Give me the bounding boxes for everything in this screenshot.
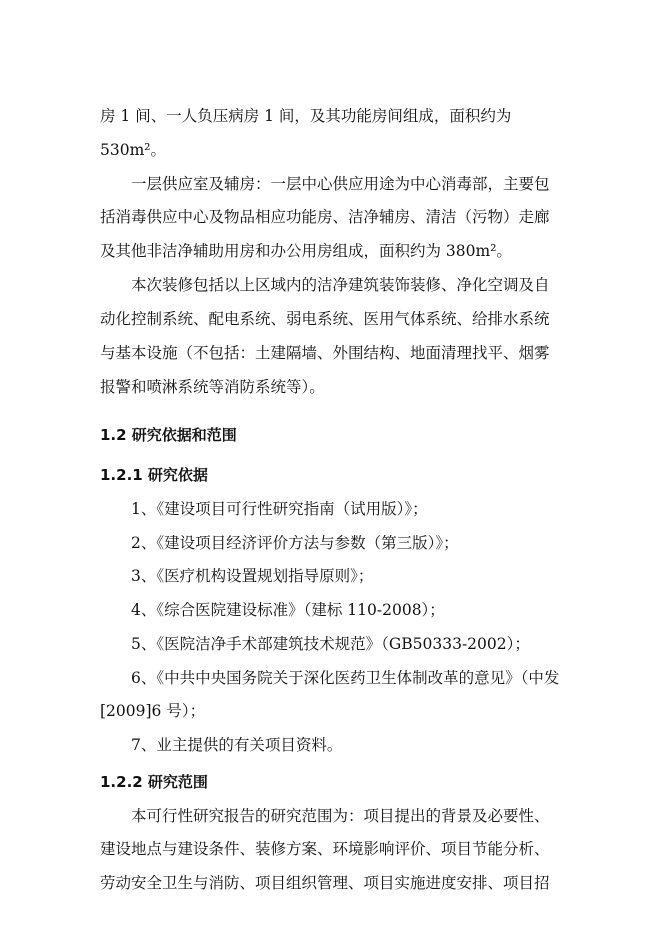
reference-item-continuation: [2009]6 号）； [100, 702, 206, 720]
body-text-line: 530m²。 [100, 141, 166, 159]
reference-item: 3、《医疗机构设置规划指导原则》； [131, 567, 374, 585]
body-text-line: 本次装修包括以上区域内的洁净建筑装饰装修、净化空调及自 [131, 276, 550, 294]
body-text-line: 劳动安全卫生与消防、项目组织管理、项目实施进度安排、项目招 [100, 874, 550, 892]
body-text-line: 报警和喷淋系统等消防系统等）。 [100, 378, 325, 396]
reference-item: 6、《中共中央国务院关于深化医药卫生体制改革的意见》（中发 [131, 669, 560, 687]
body-text-line: 动化控制系统、配电系统、弱电系统、医用气体系统、给排水系统 [100, 310, 550, 328]
section-heading-1-2: 1.2 研究依据和范围 [100, 426, 237, 444]
body-text-line: 及其他非洁净辅助用房和办公用房组成，面积约为 380m²。 [100, 242, 512, 260]
body-text-line: 一层供应室及辅房：一层中心供应用途为中心消毒部，主要包 [131, 175, 550, 193]
reference-item: 7、业主提供的有关项目资料。 [131, 736, 343, 754]
reference-item: 1、《建设项目可行性研究指南（试用版）》； [131, 500, 428, 518]
body-text-line: 建设地点与建设条件、装修方案、环境影响评价、项目节能分析、 [100, 840, 550, 858]
section-heading-1-2-2: 1.2.2 研究范围 [100, 773, 208, 791]
body-text-line: 括消毒供应中心及物品相应功能房、洁净辅房、清洁（污物）走廊 [100, 208, 550, 226]
reference-item: 4、《综合医院建设标准》（建标 110-2008）； [131, 601, 445, 619]
body-text-line: 与基本设施（不包括：土建隔墙、外围结构、地面清理找平、烟雾 [100, 344, 550, 362]
section-heading-1-2-1: 1.2.1 研究依据 [100, 466, 208, 484]
reference-item: 5、《医院洁净手术部建筑技术规范》（GB50333-2002）； [131, 635, 530, 653]
body-text-line: 本可行性研究报告的研究范围为：项目提出的背景及必要性、 [131, 807, 550, 825]
body-text-line: 房 1 间、一人负压病房 1 间，及其功能房间组成，面积约为 [100, 107, 512, 125]
reference-item: 2、《建设项目经济评价方法与参数（第三版）》； [131, 534, 459, 552]
